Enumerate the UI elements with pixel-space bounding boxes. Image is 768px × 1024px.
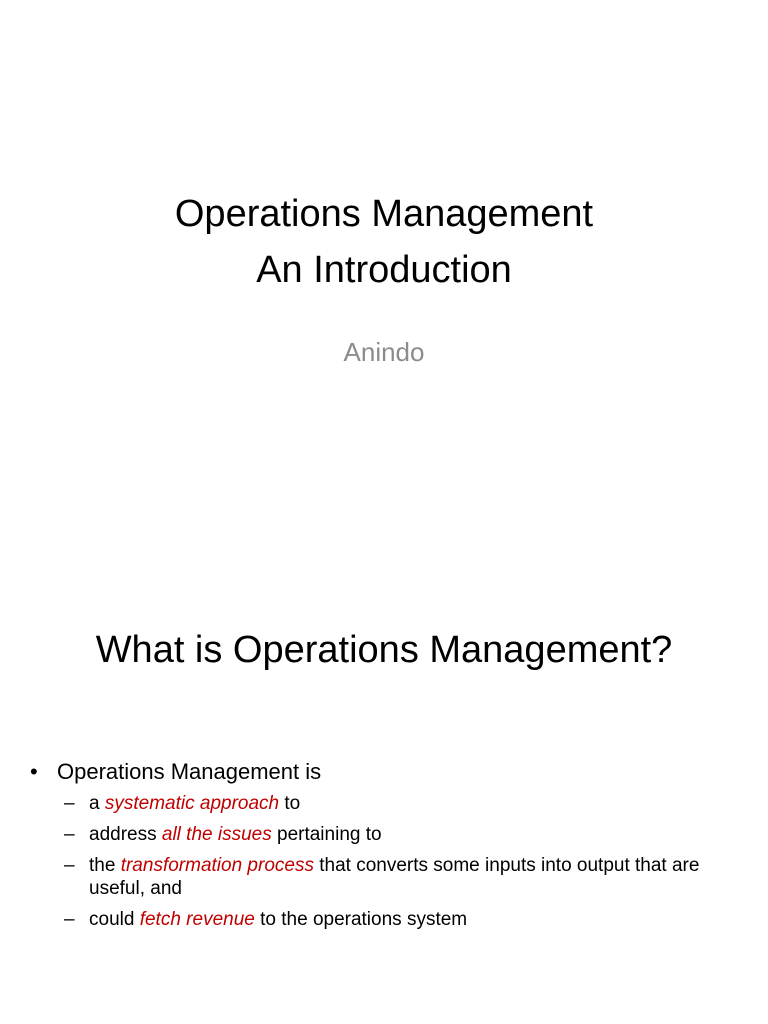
sub-bullet-text: a bbox=[89, 793, 105, 814]
sub-bullet-item bbox=[64, 792, 730, 815]
sub-bullet-text: address bbox=[89, 824, 162, 845]
sub-bullet-item bbox=[64, 823, 730, 846]
sub-bullet-text: the bbox=[89, 855, 121, 876]
dash-marker: – bbox=[64, 909, 75, 930]
emphasis-text: transformation process bbox=[120, 855, 314, 876]
bullet-marker: • bbox=[30, 759, 38, 784]
slide-title bbox=[0, 186, 768, 298]
sub-bullet-list bbox=[30, 792, 730, 931]
content-slide bbox=[0, 576, 768, 1024]
sub-bullet-text: to the operations system bbox=[254, 909, 468, 930]
dash-marker: – bbox=[64, 824, 75, 845]
slide-title-line-2: An Introduction bbox=[256, 249, 512, 291]
bullet-text: Operations Management is bbox=[57, 759, 322, 784]
dash-marker: – bbox=[64, 793, 75, 814]
emphasis-text: all the issues bbox=[161, 824, 272, 845]
slide-subtitle: Anindo bbox=[343, 337, 425, 367]
sub-bullet-text: that converts some inputs into output that are useful, and bbox=[89, 855, 700, 899]
slide-title-line-1: Operations Management bbox=[174, 193, 594, 235]
sub-bullet-text: pertaining to bbox=[271, 824, 382, 845]
sub-bullet-text: to bbox=[279, 793, 301, 814]
sub-bullet-item bbox=[64, 908, 730, 931]
dash-marker: – bbox=[64, 855, 75, 876]
slide-heading: What is Operations Management? bbox=[95, 629, 673, 671]
emphasis-text: systematic approach bbox=[104, 793, 280, 814]
sub-bullet-item bbox=[64, 854, 730, 900]
sub-bullet-text: could bbox=[89, 909, 140, 930]
emphasis-text: fetch revenue bbox=[139, 909, 255, 930]
bullet-item bbox=[30, 754, 730, 790]
slide-body bbox=[30, 754, 730, 939]
